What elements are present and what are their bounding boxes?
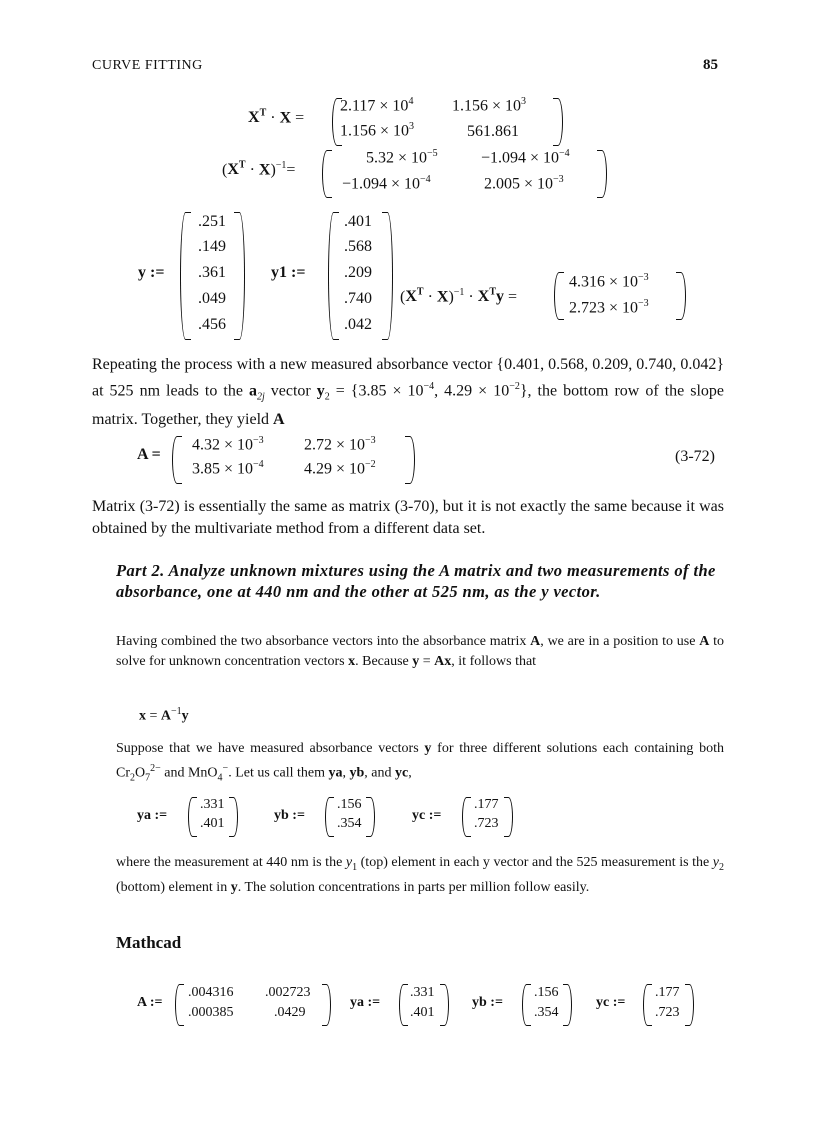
part-2-heading: Part 2. Analyze unknown mixtures using the A matrix and two measurements of the absorbance, one at 440 nm and the other at 525 nm, as the y vector.: [116, 561, 716, 601]
paragraph-measurement-positions: where the measurement at 440 nm is the $y_1$ (top) element in each y vector and the 525 measurement is the $y_2$ (bottom) element in y. The solution concentrations in parts per million follow easily.: [116, 855, 725, 895]
paragraph-absorbance-matrix: Having combined the two absorbance vectors into the absorbance matrix A, we are in a position to use A to solve for unknown concentration vectors x. Because y = Ax, it follows that: [116, 634, 725, 669]
paragraph-repeating: Repeating the process with a new measured absorbance vector {0.401, 0.568, 0.209, 0.740, 0.042} at 525 nm leads to the $a_{2j}$ vector $y_2 = \{3.85 \times 10^{-4}$, $4.29 \times 10^{-2}$}, the bottom row of the slope matrix. Together, they yield A: [92, 356, 725, 428]
paragraph-measured-vectors: Suppose that we have measured absorbance vectors y for three different solutions each containing both $Cr_2O_7^{2-}$ and MnO$_4$−. Let us call them ya, yb, and yc,: [116, 741, 725, 784]
equation-number: (3-72): [675, 448, 715, 465]
equation-x-solution: $x = A^{-1}y$: [139, 706, 189, 724]
running-header: CURVE FITTING: [92, 58, 203, 73]
page-number: 85: [703, 57, 718, 73]
mathcad-heading: Mathcad: [116, 933, 182, 952]
paragraph-matrix-comparison: Matrix (3-72) is essentially the same as matrix (3-70), but it is not exactly the same because it was obtained by the multivariate method from a different data set.: [92, 498, 724, 537]
